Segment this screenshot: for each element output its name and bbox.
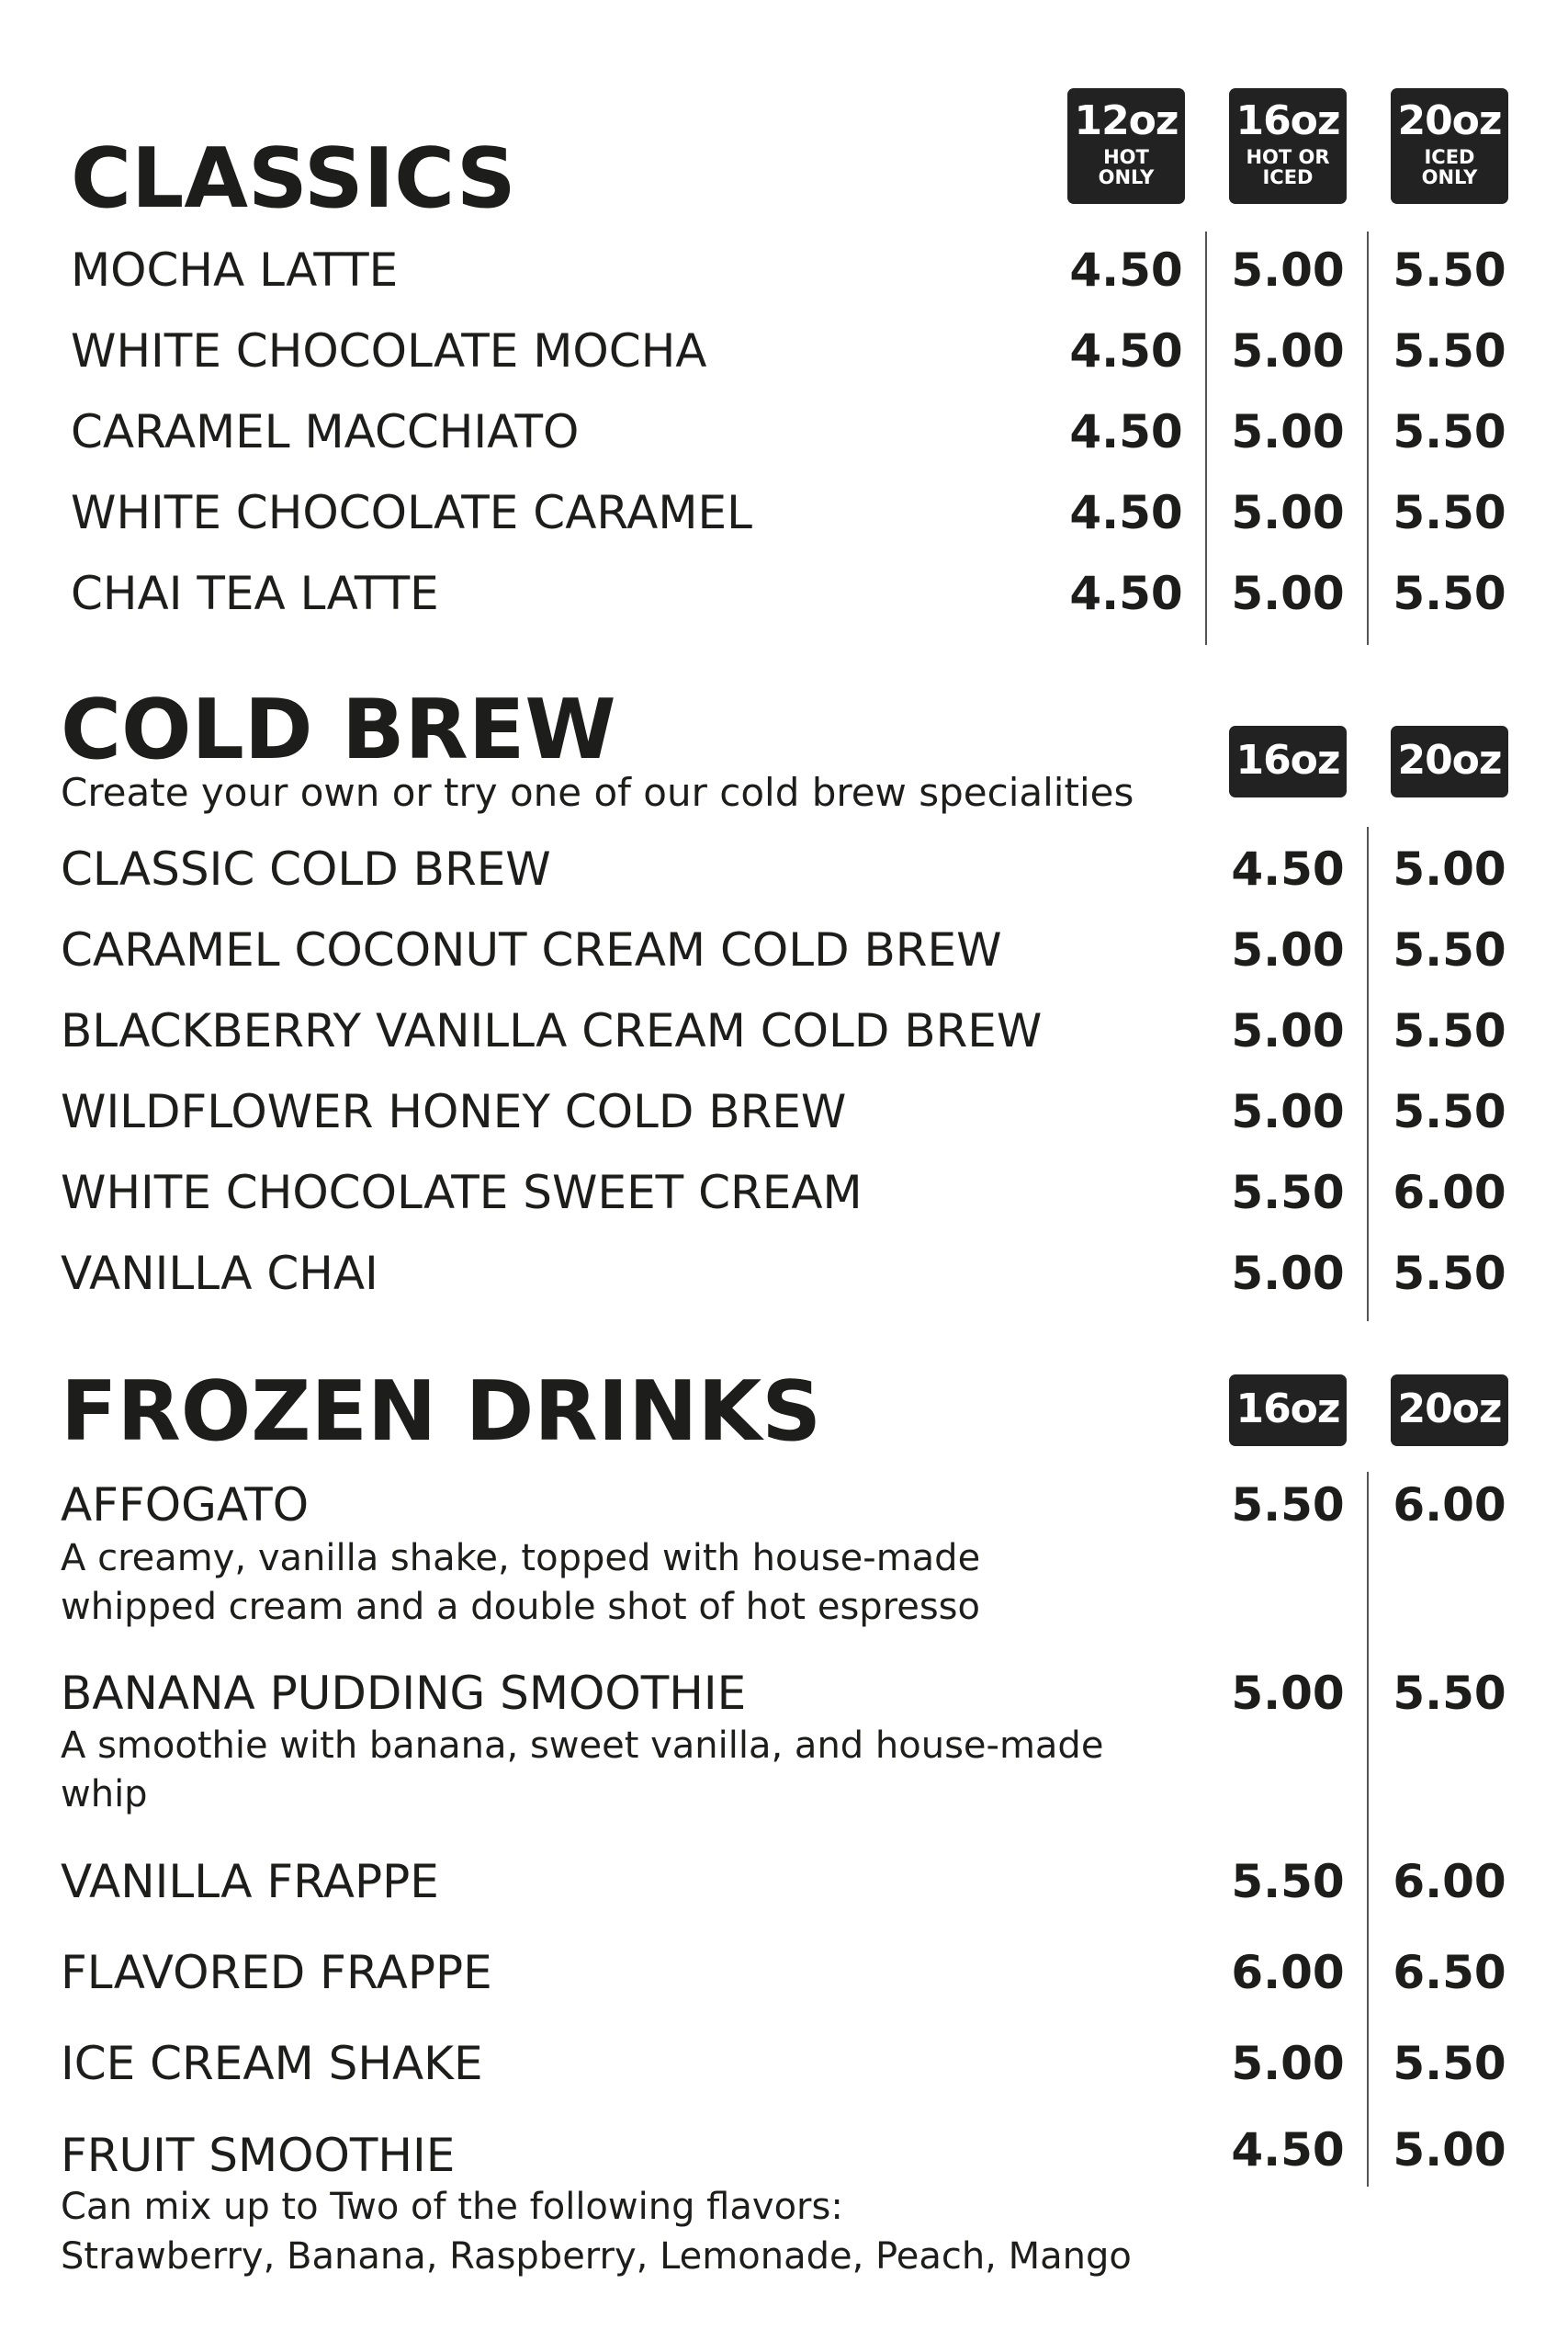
badge-size-label: 16oz [1235,737,1340,784]
menu-item-description: Strawberry, Banana, Raspberry, Lemonade, Peach, Mango [61,2235,1132,2278]
price-20oz: 5.00 [1393,842,1506,896]
size-badge-16oz [1229,726,1347,797]
badge-size-label: 16oz [1235,97,1340,144]
badge-note: HOT OR [1246,146,1330,168]
price-16oz: 5.50 [1231,1478,1345,1532]
price-20oz: 5.50 [1393,923,1506,977]
menu-item-name: BLACKBERRY VANILLA CREAM COLD BREW [61,1004,1043,1057]
price-16oz: 4.50 [1231,2123,1345,2177]
classics-title: CLASSICS [71,130,516,227]
badge-note: ICED [1262,166,1314,188]
menu-item-name: MOCHA LATTE [71,243,399,297]
menu-item-name: FRUIT SMOOTHIE [61,2129,456,2182]
price-20oz: 6.00 [1393,1478,1506,1532]
price-16oz: 5.00 [1231,243,1345,297]
price-16oz: 6.00 [1231,1946,1345,1999]
menu-item-name: CHAI TEA LATTE [71,567,439,620]
menu-item-name: WHITE CHOCOLATE MOCHA [71,324,707,378]
price-20oz: 5.50 [1393,405,1506,458]
badge-note: HOT [1103,146,1149,168]
menu-item-name: ICE CREAM SHAKE [61,2037,483,2090]
price-12oz: 4.50 [1069,243,1183,297]
price-16oz: 5.00 [1231,1085,1345,1138]
menu-item-name: VANILLA FRAPPE [61,1855,439,1908]
badge-note: ICED [1424,146,1475,168]
badge-note: ONLY [1421,166,1478,188]
menu-item-description: A creamy, vanilla shake, topped with house-made [61,1537,981,1579]
column-divider [1367,827,1369,1321]
price-16oz: 4.50 [1231,842,1345,896]
price-16oz: 5.00 [1231,1247,1345,1300]
price-20oz: 5.50 [1393,1667,1506,1720]
cold-brew-title: COLD BREW [61,682,616,778]
menu-item-name: AFFOGATO [61,1478,310,1532]
menu-item-name: CARAMEL COCONUT CREAM COLD BREW [61,923,1002,977]
price-20oz: 5.50 [1393,1085,1506,1138]
price-16oz: 5.00 [1231,405,1345,458]
menu-item-name: VANILLA CHAI [61,1247,378,1300]
price-16oz: 5.00 [1231,1667,1345,1720]
badge-note: ONLY [1098,166,1155,188]
badge-size-label: 20oz [1397,97,1502,144]
price-16oz: 5.00 [1231,324,1345,378]
price-20oz: 6.00 [1393,1855,1506,1908]
price-12oz: 4.50 [1069,567,1183,620]
badge-size-label: 16oz [1235,1385,1340,1432]
price-20oz: 6.00 [1393,1166,1506,1219]
price-12oz: 4.50 [1069,324,1183,378]
price-20oz: 5.50 [1393,567,1506,620]
price-20oz: 5.50 [1393,1004,1506,1057]
price-16oz: 5.00 [1231,2037,1345,2090]
size-badge-20oz [1391,88,1508,204]
size-badge-12oz [1067,88,1185,204]
badge-size-label: 12oz [1074,97,1179,144]
menu-item-description: Can mix up to Two of the following flavors: [61,2186,843,2228]
cold-brew-subtitle: Create your own or try one of our cold brew specialities [61,770,1134,815]
size-badge-20oz [1391,726,1508,797]
column-divider [1367,1472,1369,2187]
price-16oz: 5.00 [1231,567,1345,620]
menu-item-description: A smoothie with banana, sweet vanilla, and house-made [61,1724,1104,1767]
frozen-title: FROZEN DRINKS [61,1363,822,1460]
column-divider [1205,232,1207,645]
price-16oz: 5.00 [1231,1004,1345,1057]
price-20oz: 5.50 [1393,486,1506,539]
price-16oz: 5.50 [1231,1166,1345,1219]
menu-item-name: CLASSIC COLD BREW [61,842,551,896]
menu-item-name: WILDFLOWER HONEY COLD BREW [61,1085,847,1138]
price-20oz: 5.50 [1393,1247,1506,1300]
menu-item-name: WHITE CHOCOLATE CARAMEL [71,486,752,539]
menu-item-name: WHITE CHOCOLATE SWEET CREAM [61,1166,863,1219]
menu-item-name: BANANA PUDDING SMOOTHIE [61,1667,747,1720]
menu-item-description: whipped cream and a double shot of hot espresso [61,1586,980,1628]
size-badge-16oz [1229,1374,1347,1446]
size-badge-16oz [1229,88,1347,204]
menu-item-name: FLAVORED FRAPPE [61,1946,492,1999]
price-20oz: 5.50 [1393,324,1506,378]
badge-size-label: 20oz [1397,1385,1502,1432]
size-badge-20oz [1391,1374,1508,1446]
badge-size-label: 20oz [1397,737,1502,784]
price-12oz: 4.50 [1069,486,1183,539]
price-16oz: 5.50 [1231,1855,1345,1908]
menu-item-description: whip [61,1773,148,1815]
price-16oz: 5.00 [1231,923,1345,977]
price-20oz: 5.50 [1393,243,1506,297]
price-12oz: 4.50 [1069,405,1183,458]
price-20oz: 5.50 [1393,2037,1506,2090]
column-divider [1367,232,1369,645]
menu-item-name: CARAMEL MACCHIATO [71,405,580,458]
price-16oz: 5.00 [1231,486,1345,539]
price-20oz: 6.50 [1393,1946,1506,1999]
price-20oz: 5.00 [1393,2123,1506,2177]
